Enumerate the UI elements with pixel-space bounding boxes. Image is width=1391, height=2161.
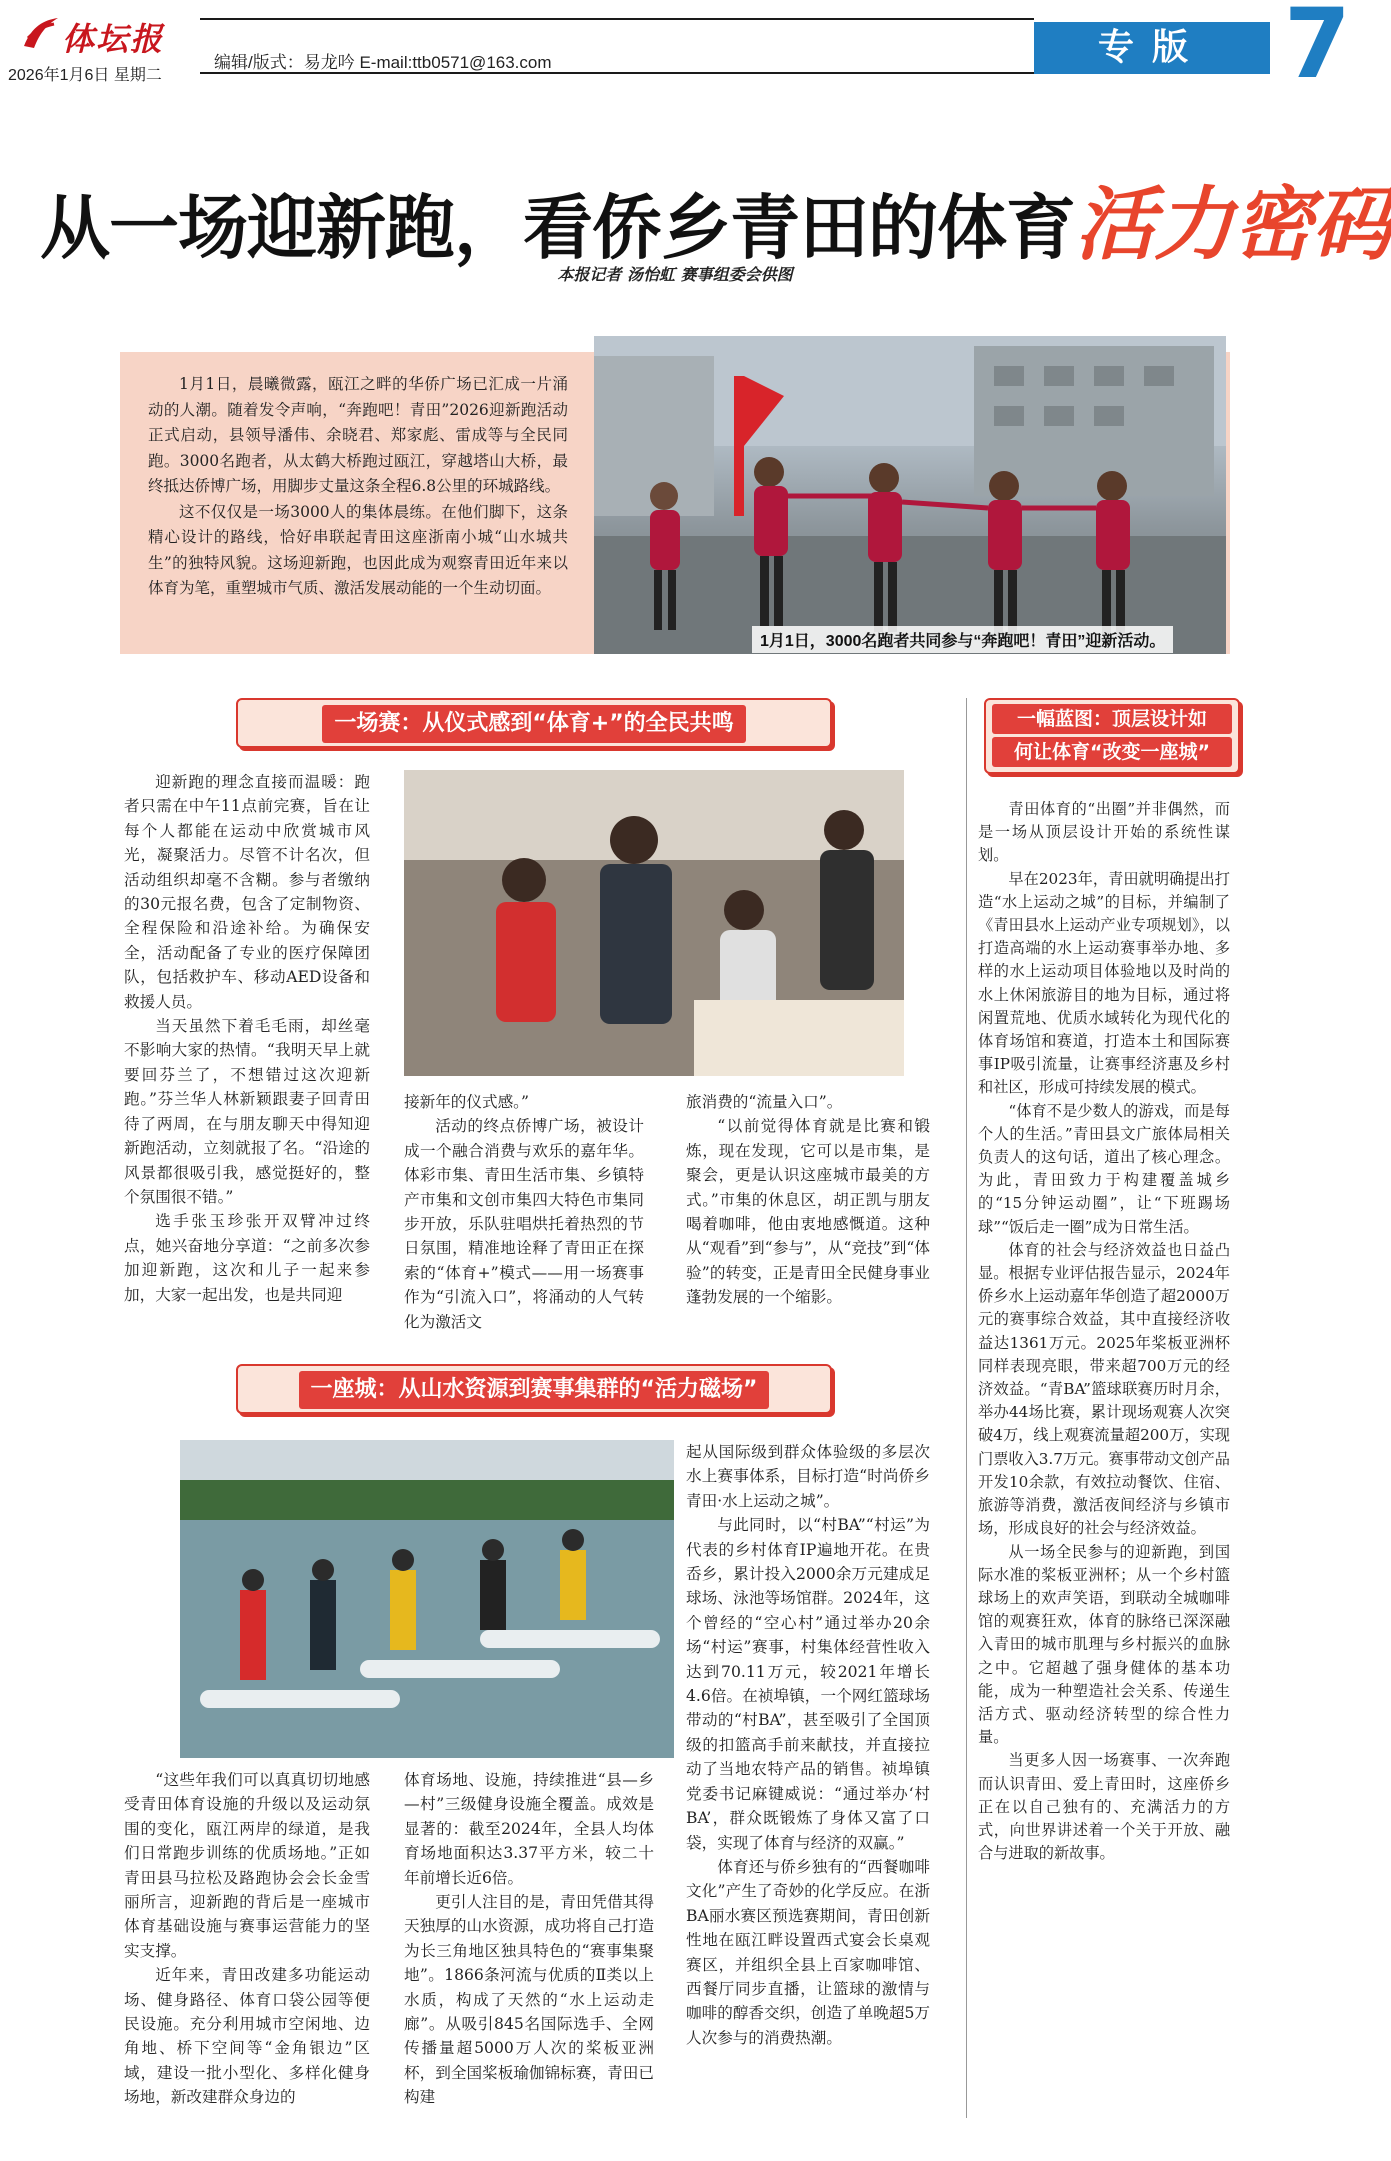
body-paragraph: 体育还与侨乡独有的“西餐咖啡文化”产生了奇妙的化学反应。在浙BA丽水赛区预选赛期间，青田创新性地在瓯江畔设置西式宴会长桌观赛区，并组织全县上百家咖啡馆、西餐厅同步直播，让篮球的激情与咖啡的醇香交织，创造了单晚超5万人次参与的消费热潮。 xyxy=(686,1857,930,2047)
body-paragraph: 青田体育的“出圈”并非偶然，而是一场从顶层设计开始的系统性谋划。 xyxy=(978,800,1230,865)
byline: 本报记者 汤怡虹 赛事组委会供图 xyxy=(557,265,793,284)
section2-column-right xyxy=(686,1440,930,2050)
body-paragraph: 当天虽然下着毛毛雨，却丝毫不影响大家的热情。“我明天早上就要回芬兰了，不想错过这次迎新跑。”芬兰华人林新颖跟妻子回青田待了两周，在与朋友聊天中得知迎新跑活动，立刻就报了名。“沿途的风景都很吸引我，感觉挺好的，整个氛围很不错。” xyxy=(124,1017,370,1206)
section-title-line: 一幅蓝图：顶层设计如 xyxy=(992,704,1232,734)
body-paragraph: “以前觉得体育就是比赛和锻炼，现在发现，它可以是市集，是聚会，更是认识这座城市最美的方式。”市集的休息区，胡正凯与朋友喝着咖啡，他由衷地感慨道。这种从“观看”到“参与”，从“竞技”到“体验”的转变，正是青田全民健身事业蓬勃发展的一个缩影。 xyxy=(686,1117,930,1307)
column-divider xyxy=(966,698,967,2118)
section2-column-a xyxy=(124,1768,370,2110)
article-headline xyxy=(40,160,1391,275)
body-paragraph: 体育的社会与经济效益也日益凸显。根据专业评估报告显示，2024年侨乡水上运动嘉年华创造了超2000万元的赛事综合效益，其中直接经济收益达1361万元。2025年桨板亚洲杯同样表现亮眼，带来超700万元的经济效益。“青BA”篮球联赛历时月余，举办44场比赛，累计现场观赛人次突破4万，线上观赛流量超200万，实现门票收入3.7万元。赛事带动文创产品开发10余款，有效拉动餐饮、住宿、旅游等消费，激活夜间经济与乡镇市场，形成良好的社会与经济效益。 xyxy=(978,1240,1230,1538)
runners-photo-illustration xyxy=(594,336,1226,654)
body-paragraph: 与此同时，以“村BA”“村运”为代表的乡村体育IP遍地开花。在贵岙乡，累计投入2000余万元建成足球场、泳池等场馆群。2024年，这个曾经的“空心村”通过举办20余场“村运”赛事，村集体经营性收入达到70.11万元，较2021年增长4.6倍。在祯埠镇，一个网红篮球场带动的“村BA”，甚至吸引了全国顶级的扣篮高手前来献技，并直接拉动了当地农特产品的销售。祯埠镇党委书记麻键威说：“通过举办‘村BA’，群众既锻炼了身体又富了口袋，实现了体育与经济的双赢。” xyxy=(686,1516,930,1852)
body-paragraph: “这些年我们可以真真切切地感受青田体育设施的升级以及运动氛围的变化，瓯江两岸的绿道，是我们日常跑步训练的优质场地。”正如青田县马拉松及路跑协会会长金雪丽所言，迎新跑的背后是一座城市体育基础设施与赛事运营能力的坚实支撑。 xyxy=(124,1771,370,1960)
runners-photo xyxy=(594,336,1226,654)
body-paragraph: “体育不是少数人的游戏，而是每个人的生活。”青田县文广旅体局相关负责人的这句话，道出了核心理念。为此，青田致力于构建覆盖城乡的“15分钟运动圈”，让“下班踢场球”“饭后走一圈”成为日常生活。 xyxy=(978,1101,1230,1236)
lead-paragraph: 1月1日，晨曦微露，瓯江之畔的华侨广场已汇成一片涌动的人潮。随着发令声响，“奔跑吧！青田”2026迎新跑活动正式启动，县领导潘伟、余晓君、郑家彪、雷成等与全民同跑。3000名跑者，从太鹤大桥跑过瓯江，穿越塔山大桥，最终抵达侨博广场，用脚步丈量这条全程6.8公里的环城路线。 xyxy=(148,375,568,495)
section1-column-b xyxy=(404,1090,644,1334)
body-paragraph: 迎新跑的理念直接而温暖：跑者只需在中午11点前完赛，旨在让每个人都能在运动中欣赏城市风光，凝聚活力。尽管不计名次，但活动组织却毫不含糊。参与者缴纳的30元报名费，包含了定制物资、全程保险和沿途补给。为确保安全，活动配备了专业的医疗保障团队，包括救护车、移动AED设备和救援人员。 xyxy=(124,773,370,1011)
section-title: 一座城：从山水资源到赛事集群的“活力磁场” xyxy=(299,1371,770,1409)
body-paragraph: 当更多人因一场赛事、一次奔跑而认识青田、爱上青田时，这座侨乡正在以自己独有的、充满活力的方式，向世界讲述着一个关于开放、融合与进取的新故事。 xyxy=(978,1751,1230,1863)
body-paragraph: 早在2023年，青田就明确提出打造“水上运动之城”的目标，并编制了《青田县水上运动产业专项规划》，以打造高端的水上运动赛事举办地、多样的水上运动项目体验地以及时尚的水上休闲旅游目的地为目标，通过将闲置荒地、优质水域转化为现代化的体育场馆和赛道，打造本土和国际赛事IP吸引流量，让赛事经济惠及乡村和社区，形成可持续发展的模式。 xyxy=(978,869,1230,1097)
section-banner-one xyxy=(236,698,832,748)
editor-credit: 编辑/版式：易龙吟 E-mail:ttb0571@163.com xyxy=(214,53,552,72)
headline-main: 从一场迎新跑，看侨乡青田的体育 xyxy=(40,187,1075,269)
paddleboard-photo-illustration xyxy=(180,1440,674,1758)
market-photo xyxy=(404,770,904,1076)
headline-accent: 活力密码 xyxy=(1075,178,1391,271)
paddleboard-photo xyxy=(180,1440,674,1758)
logo-swoosh-icon xyxy=(22,16,60,50)
body-paragraph: 近年来，青田改建多功能运动场、健身路径、体育口袋公园等便民设施。充分利用城市空闲地、边角地、桥下空间等“金角银边”区域，建设一批小型化、多样化健身场地，新改建群众身边的 xyxy=(124,1966,370,2107)
section-label: 专版 xyxy=(1034,22,1270,74)
issue-date: 2026年1月6日 星期二 xyxy=(8,67,162,84)
section-banner-two xyxy=(236,1364,832,1414)
section1-column-c xyxy=(686,1090,930,1310)
body-paragraph: 起从国际级到群众体验级的多层次水上赛事体系，目标打造“时尚侨乡青田·水上运动之城”。 xyxy=(686,1443,930,1510)
lead-text xyxy=(148,372,568,602)
body-paragraph: 活动的终点侨博广场，被设计成一个融合消费与欢乐的嘉年华。体彩市集、青田生活市集、乡镇特产市集和文创市集四大特色市集同步开放，乐队驻唱烘托着热烈的节日氛围，精准地诠释了青田正在探索的“体育+”模式——用一场赛事作为“引流入口”，将涌动的人气转化为激活文 xyxy=(404,1117,644,1331)
body-paragraph: 旅消费的“流量入口”。 xyxy=(686,1093,843,1111)
body-paragraph: 接新年的仪式感。” xyxy=(404,1093,529,1111)
section3-column xyxy=(978,798,1230,1865)
section-banner-three xyxy=(984,698,1240,774)
lead-paragraph: 这不仅仅是一场3000人的集体晨练。在他们脚下，这条精心设计的路线，恰好串联起青田这座浙南小城“山水城共生”的独特风貌。这场迎新跑，也因此成为观察青田近年来以体育为笔，重塑城市气质、激活发展动能的一个生动切面。 xyxy=(148,502,568,597)
market-photo-illustration xyxy=(404,770,904,1076)
newspaper-name: 体坛报 xyxy=(62,20,165,58)
section-title: 一场赛：从仪式感到“体育+”的全民共鸣 xyxy=(322,705,745,743)
page-number: 7 xyxy=(1284,0,1351,100)
section2-column-b xyxy=(404,1768,654,2110)
section1-column-a xyxy=(124,770,370,1307)
body-paragraph: 从一场全民参与的迎新跑，到国际水准的桨板亚洲杯；从一个乡村篮球场上的欢声笑语，到联动全城咖啡馆的观赛狂欢，体育的脉络已深深融入青田的城市肌理与乡村振兴的血脉之中。它超越了强身健体的基本功能，成为一种塑造社会关系、传递生活方式、驱动经济转型的综合性力量。 xyxy=(978,1542,1230,1747)
body-paragraph: 选手张玉珍张开双臂冲过终点，她兴奋地分享道：“之前多次参加迎新跑，这次和儿子一起来参加，大家一起出发，也是共同迎 xyxy=(124,1212,370,1304)
newspaper-logo xyxy=(22,14,202,58)
lead-photo-caption: 1月1日，3000名跑者共同参与“奔跑吧！青田”迎新活动。 xyxy=(752,626,1173,653)
section-title-line: 何让体育“改变一座城” xyxy=(992,737,1232,767)
body-paragraph: 更引人注目的是，青田凭借其得天独厚的山水资源，成功将自己打造为长三角地区独具特色的“赛事集聚地”。1866条河流与优质的Ⅱ类以上水质，构成了天然的“水上运动走廊”。从吸引845名国际选手、全网传播量超5000万人次的桨板亚洲杯，到全国桨板瑜伽锦标赛，青田已构建 xyxy=(404,1893,654,2107)
body-paragraph: 体育场地、设施，持续推进“县—乡—村”三级健身设施全覆盖。成效是显著的：截至2024年，全县人均体育场地面积达3.37平方米，较二十年前增长近6倍。 xyxy=(404,1771,654,1887)
